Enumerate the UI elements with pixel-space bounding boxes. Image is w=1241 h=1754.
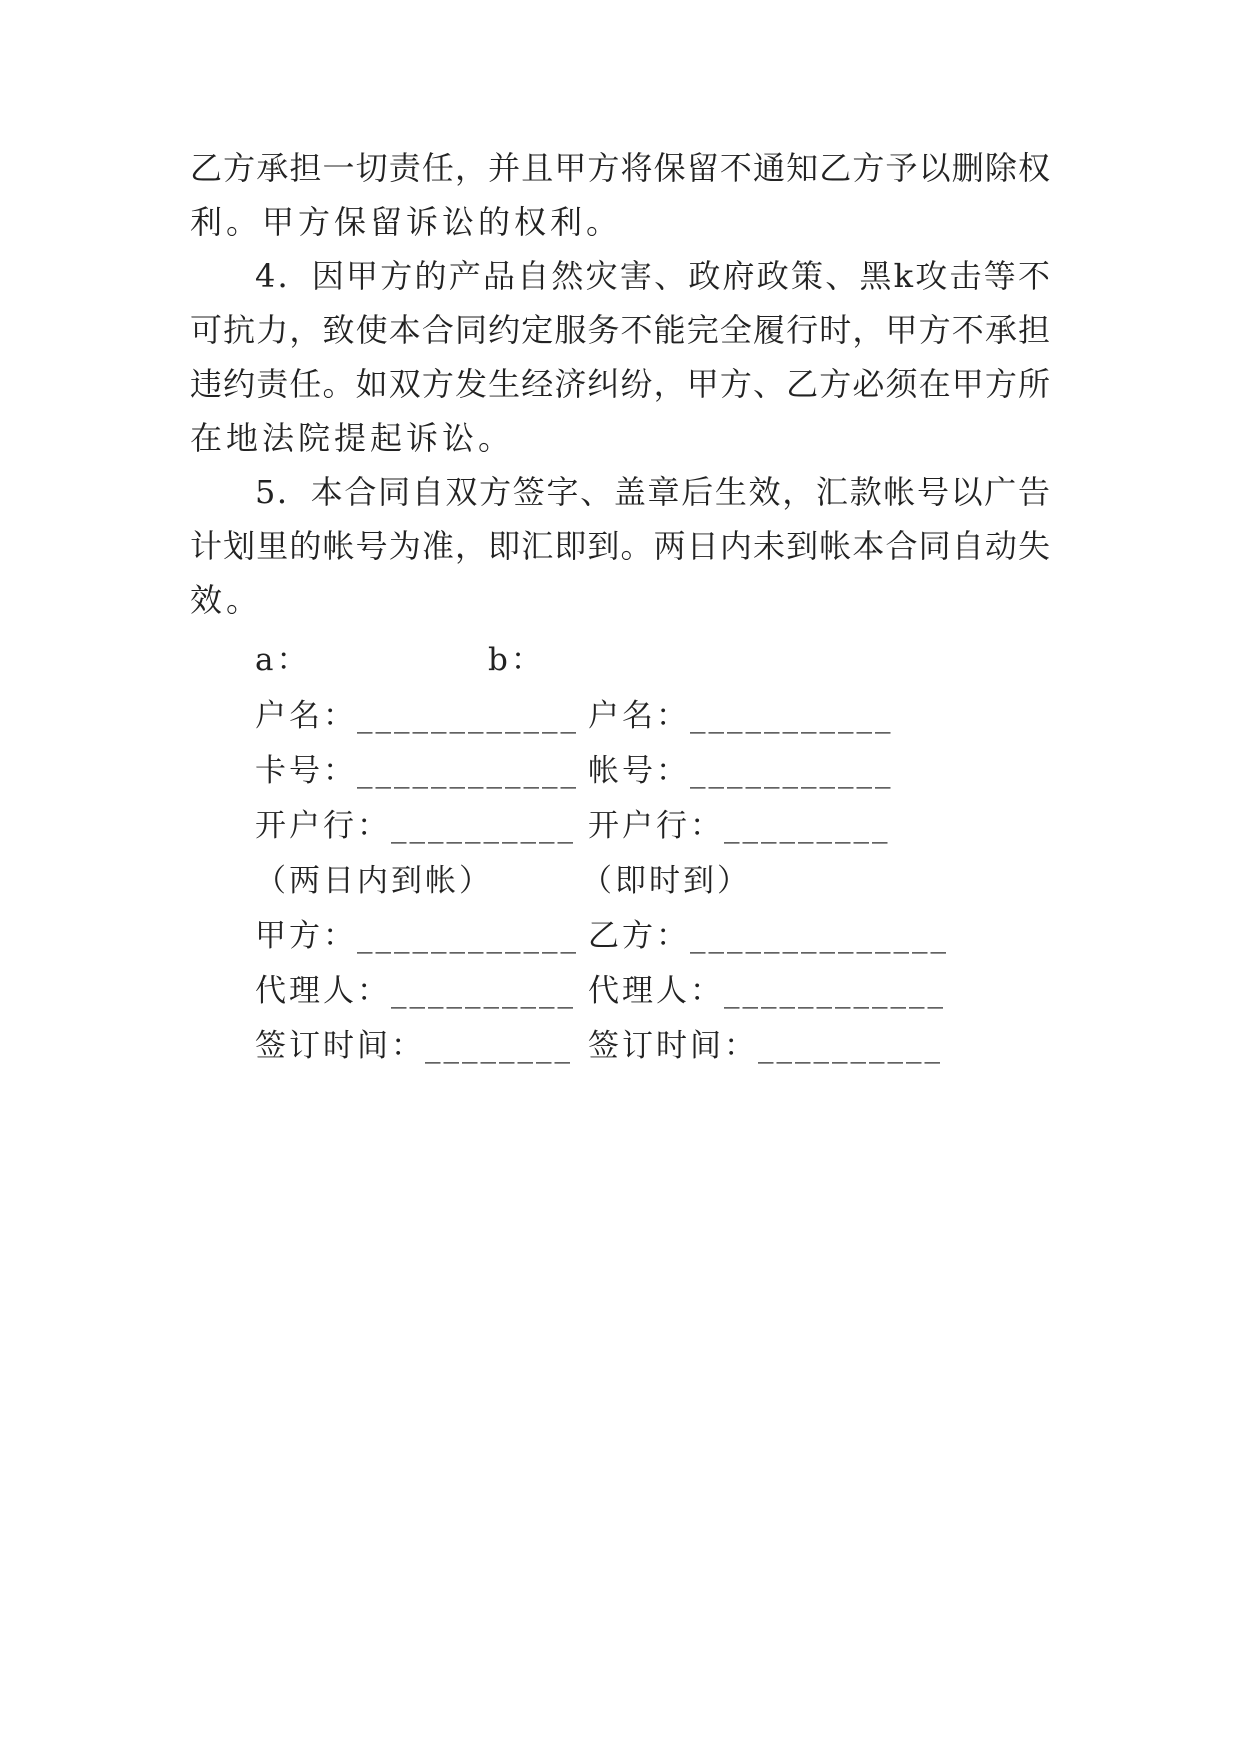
party-a-bank: 开户行：__________ (255, 808, 576, 844)
paragraph-line: 5．本合同自双方签字、盖章后生效，汇款帐号以广告 (255, 473, 1050, 511)
paragraph-line: 在地法院提起诉讼。 (190, 419, 515, 457)
party-a-card-number: 卡号：____________ (255, 753, 579, 789)
paragraph-line: 计划里的帐号为准，即汇即到。两日内未到帐本合同自动失 (190, 527, 1050, 565)
party-a-account-name: 户名：____________ (255, 698, 579, 734)
party-a-agent: 代理人：__________ (255, 973, 576, 1009)
paragraph-line: 违约责任。如双方发生经济纠纷，甲方、乙方必须在甲方所 (190, 365, 1050, 403)
paragraph-line: 可抗力，致使本合同约定服务不能完全履行时，甲方不承担 (190, 311, 1050, 349)
party-a-signature: 甲方：____________ (255, 918, 579, 954)
paragraph-line: 4．因甲方的产品自然灾害、政府政策、黑k攻击等不 (255, 257, 1050, 295)
paragraph-line: 利。甲方保留诉讼的权利。 (190, 203, 623, 241)
paragraph-line: 乙方承担一切责任，并且甲方将保留不通知乙方予以删除权 (190, 149, 1050, 187)
party-a-arrival-note: （两日内到帐） (255, 863, 493, 899)
party-b-account-name: 户名：___________ (588, 698, 894, 734)
party-a-label: a： (255, 642, 311, 678)
party-b-account-number: 帐号：___________ (588, 753, 894, 789)
paragraph-line: 效。 (190, 581, 263, 619)
party-b-signature: 乙方：______________ (588, 918, 949, 954)
party-b-arrival-note: （即时到） (581, 863, 751, 899)
party-b-agent: 代理人：____________ (588, 973, 946, 1009)
party-b-label: b： (488, 642, 545, 678)
party-a-sign-date: 签订时间：________ (255, 1028, 573, 1064)
party-b-sign-date: 签订时间：__________ (588, 1028, 943, 1064)
party-b-bank: 开户行：_________ (588, 808, 891, 844)
